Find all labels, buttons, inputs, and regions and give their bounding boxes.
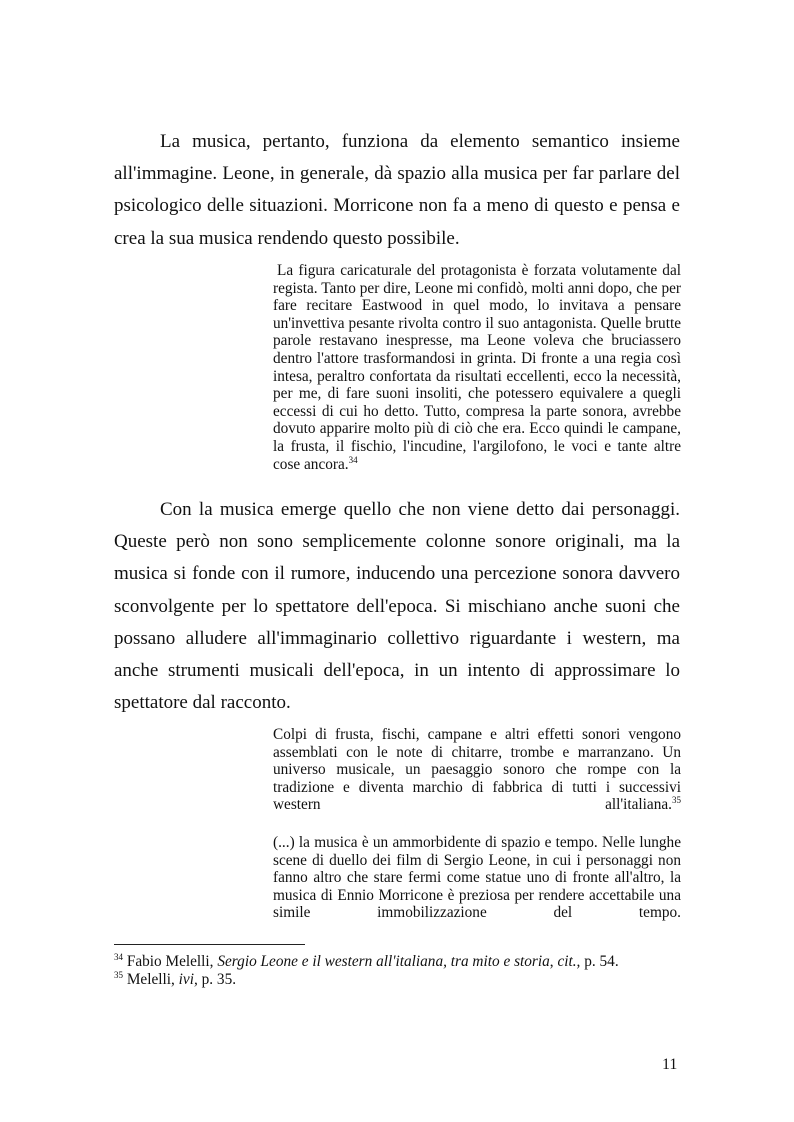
body-paragraph-2: Con la musica emerge quello che non viene detto dai personaggi. Queste però non sono semplicemente colonne sonore originali, ma la musica si fonde con il rumore, inducendo una percezione sonora davvero sconvolgente per lo spettatore dell'epoca. Si mischiano anche suoni che possano alludere all'immaginario collettivo riguardante i western, ma anche strumenti musicali dell'epoca, in un intento di approssimare lo spettatore dal racconto. [114,499,680,714]
footnote-34 [114,953,680,971]
block-quote-2-text: Colpi di frusta, fischi, campane e altri effetti sonori vengono assemblati con le note di chitarre, trombe e marranzano. Un universo musicale, un paesaggio sonoro che rompe con la tradizione e diventa marchio di fabbrica di tutti i successivi western all'italiana. [273,726,681,814]
footnote-35-author: Melelli, [126,971,175,988]
footnote-34-page: p. 54. [584,953,619,970]
block-quote-2 [273,726,681,814]
footnote-35-ref: ivi, [178,971,198,988]
page-number: 11 [662,1056,678,1073]
block-quote-1-text: La figura caricaturale del protagonista è forzata volutamente dal regista. Tanto per dire, Leone mi confidò, molti anni dopo, che per fare recitare Eastwood in quel modo, lo invitava a pensare un'invettiva pesante rivolta contro il suo antagonista. Quelle brutte parole restavano inespresse, ma Leone voleva che bruciassero dentro l'attore trasformandosi in grinta. Di fronte a una regia così intesa, peraltro confortata da risultati eccellenti, ecco la necessità, per me, di fare suoni insoliti, che potessero equivalere a quegli eccessi di cui ho detto. Tutto, compresa la parte sonora, avrebbe dovuto apparire molto più di ciò che era. Ecco quindi le campane, la frusta, il fischio, l'incudine, l'argilofono, le voci e tante altre cose ancora. [273,262,681,473]
footnote-34-number: 34 [114,951,123,962]
footnote-separator [114,944,305,945]
footnote-35-number: 35 [114,969,123,980]
block-quote-3: (...) la musica è un ammorbidente di spazio e tempo. Nelle lunghe scene di duello dei film di Sergio Leone, in cui i personaggi non fanno altro che stare fermi come statue uno di fronte all'altro, la musica di Ennio Morricone è preziosa per rendere accettabile una simile immobilizzazione del tempo. [273,834,681,922]
body-paragraph-1: La musica, pertanto, funziona da elemento semantico insieme all'immagine. Leone, in generale, dà spazio alla musica per far parlare del psicologico delle situazioni. Morricone non fa a meno di questo e pensa e crea la sua musica rendendo questo possibile. [114,131,680,249]
footnote-34-author: Fabio Melelli, [126,953,214,970]
footnote-34-ref: cit., [557,953,581,970]
footnote-35 [114,971,680,989]
footnote-34-title: Sergio Leone e il western all'italiana, tra mito e storia [217,953,550,970]
footnote-ref-34: 34 [348,454,358,465]
footnote-34-sep: , [549,953,554,970]
footnote-ref-35: 35 [672,795,681,806]
block-quote-1 [273,262,681,473]
footnote-35-page: p. 35. [201,971,237,988]
